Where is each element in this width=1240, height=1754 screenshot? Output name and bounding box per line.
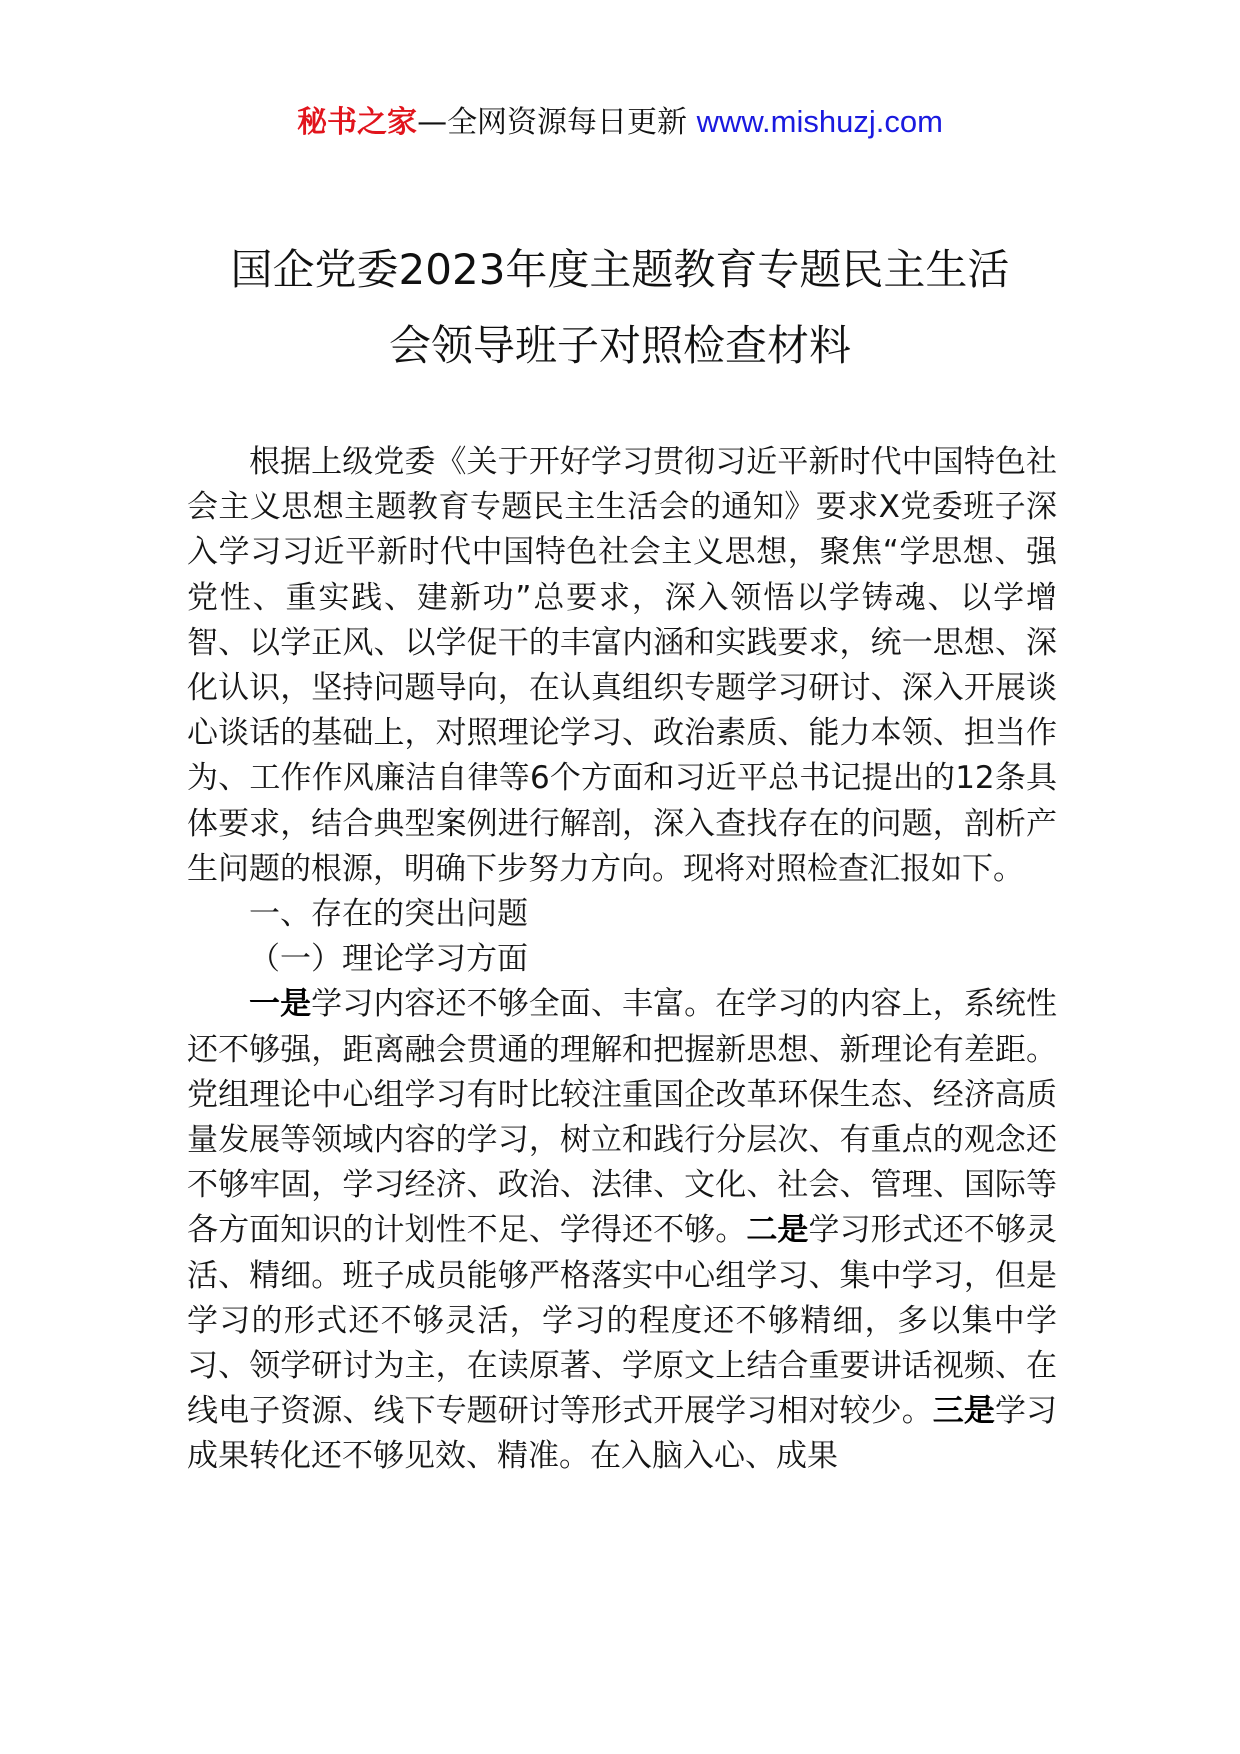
intro-paragraph: 根据上级党委《关于开好学习贯彻习近平新时代中国特色社会主义思想主题教育专题民主生活会的通知》要求X党委班子深入学习习近平新时代中国特色社会主义思想，聚焦“学思想、强党性、重实践、建新功”总要求，深入领悟以学铸魂、以学增智、以学正风、以学促干的丰富内涵和实践要求，统一思想、深化认识，坚持问题导向，在认真组织专题学习研讨、深入开展谈心谈话的基础上，对照理论学习、政治素质、能力本领、担当作为、工作作风廉洁自律等6个方面和习近平总书记提出的12条具体要求，结合典型案例进行解剖，深入查找存在的问题，剖析产生问题的根源，明确下步努力方向。现将对照检查汇报如下。 (187, 444, 1057, 887)
section-heading: 一、存在的突出问题 (249, 896, 528, 933)
banner-tagline: —全网资源每日更新 (417, 105, 688, 140)
subsection-heading: （一）理论学习方面 (249, 941, 528, 978)
point-2-lead: 二是 (746, 1212, 809, 1249)
site-banner (0, 100, 1240, 145)
theory-study-paragraph (187, 982, 1057, 1479)
document-title (150, 232, 1090, 384)
point-2-text: 学习形式还不够灵活、精细。班子成员能够严格落实中心组学习、集中学习，但是学习的形式还不够灵活，学习的程度还不够精细，多以集中学习、领学研讨为主，在读原著、学原文上结合重要讲话视频、在线电子资源、线下专题研讨等形式开展学习相对较少。 (187, 1212, 1058, 1430)
site-url-link[interactable]: www.mishuzj.com (696, 104, 943, 139)
point-1-lead: 一是 (249, 986, 312, 1023)
document-body (187, 440, 1057, 1480)
point-1-text: 学习内容还不够全面、丰富。在学习的内容上，系统性还不够强，距离融会贯通的理解和把握新思想、新理论有差距。党组理论中心组学习有时比较注重国企改革环保生态、经济高质量发展等领域内容的学习，树立和践行分层次、有重点的观念还不够牢固，学习经济、政治、法律、文化、社会、管理、国际等各方面知识的计划性不足、学得还不够。 (187, 986, 1058, 1249)
title-line-2: 会领导班子对照检查材料 (388, 321, 851, 370)
point-3-text: 学习成果转化还不够见效、精准。在入脑入心、成果 (187, 1393, 1058, 1475)
point-3-lead: 三是 (932, 1393, 995, 1430)
title-line-1: 国企党委2023年度主题教育专题民主生活 (230, 245, 1010, 294)
brand-name: 秘书之家 (297, 105, 418, 140)
